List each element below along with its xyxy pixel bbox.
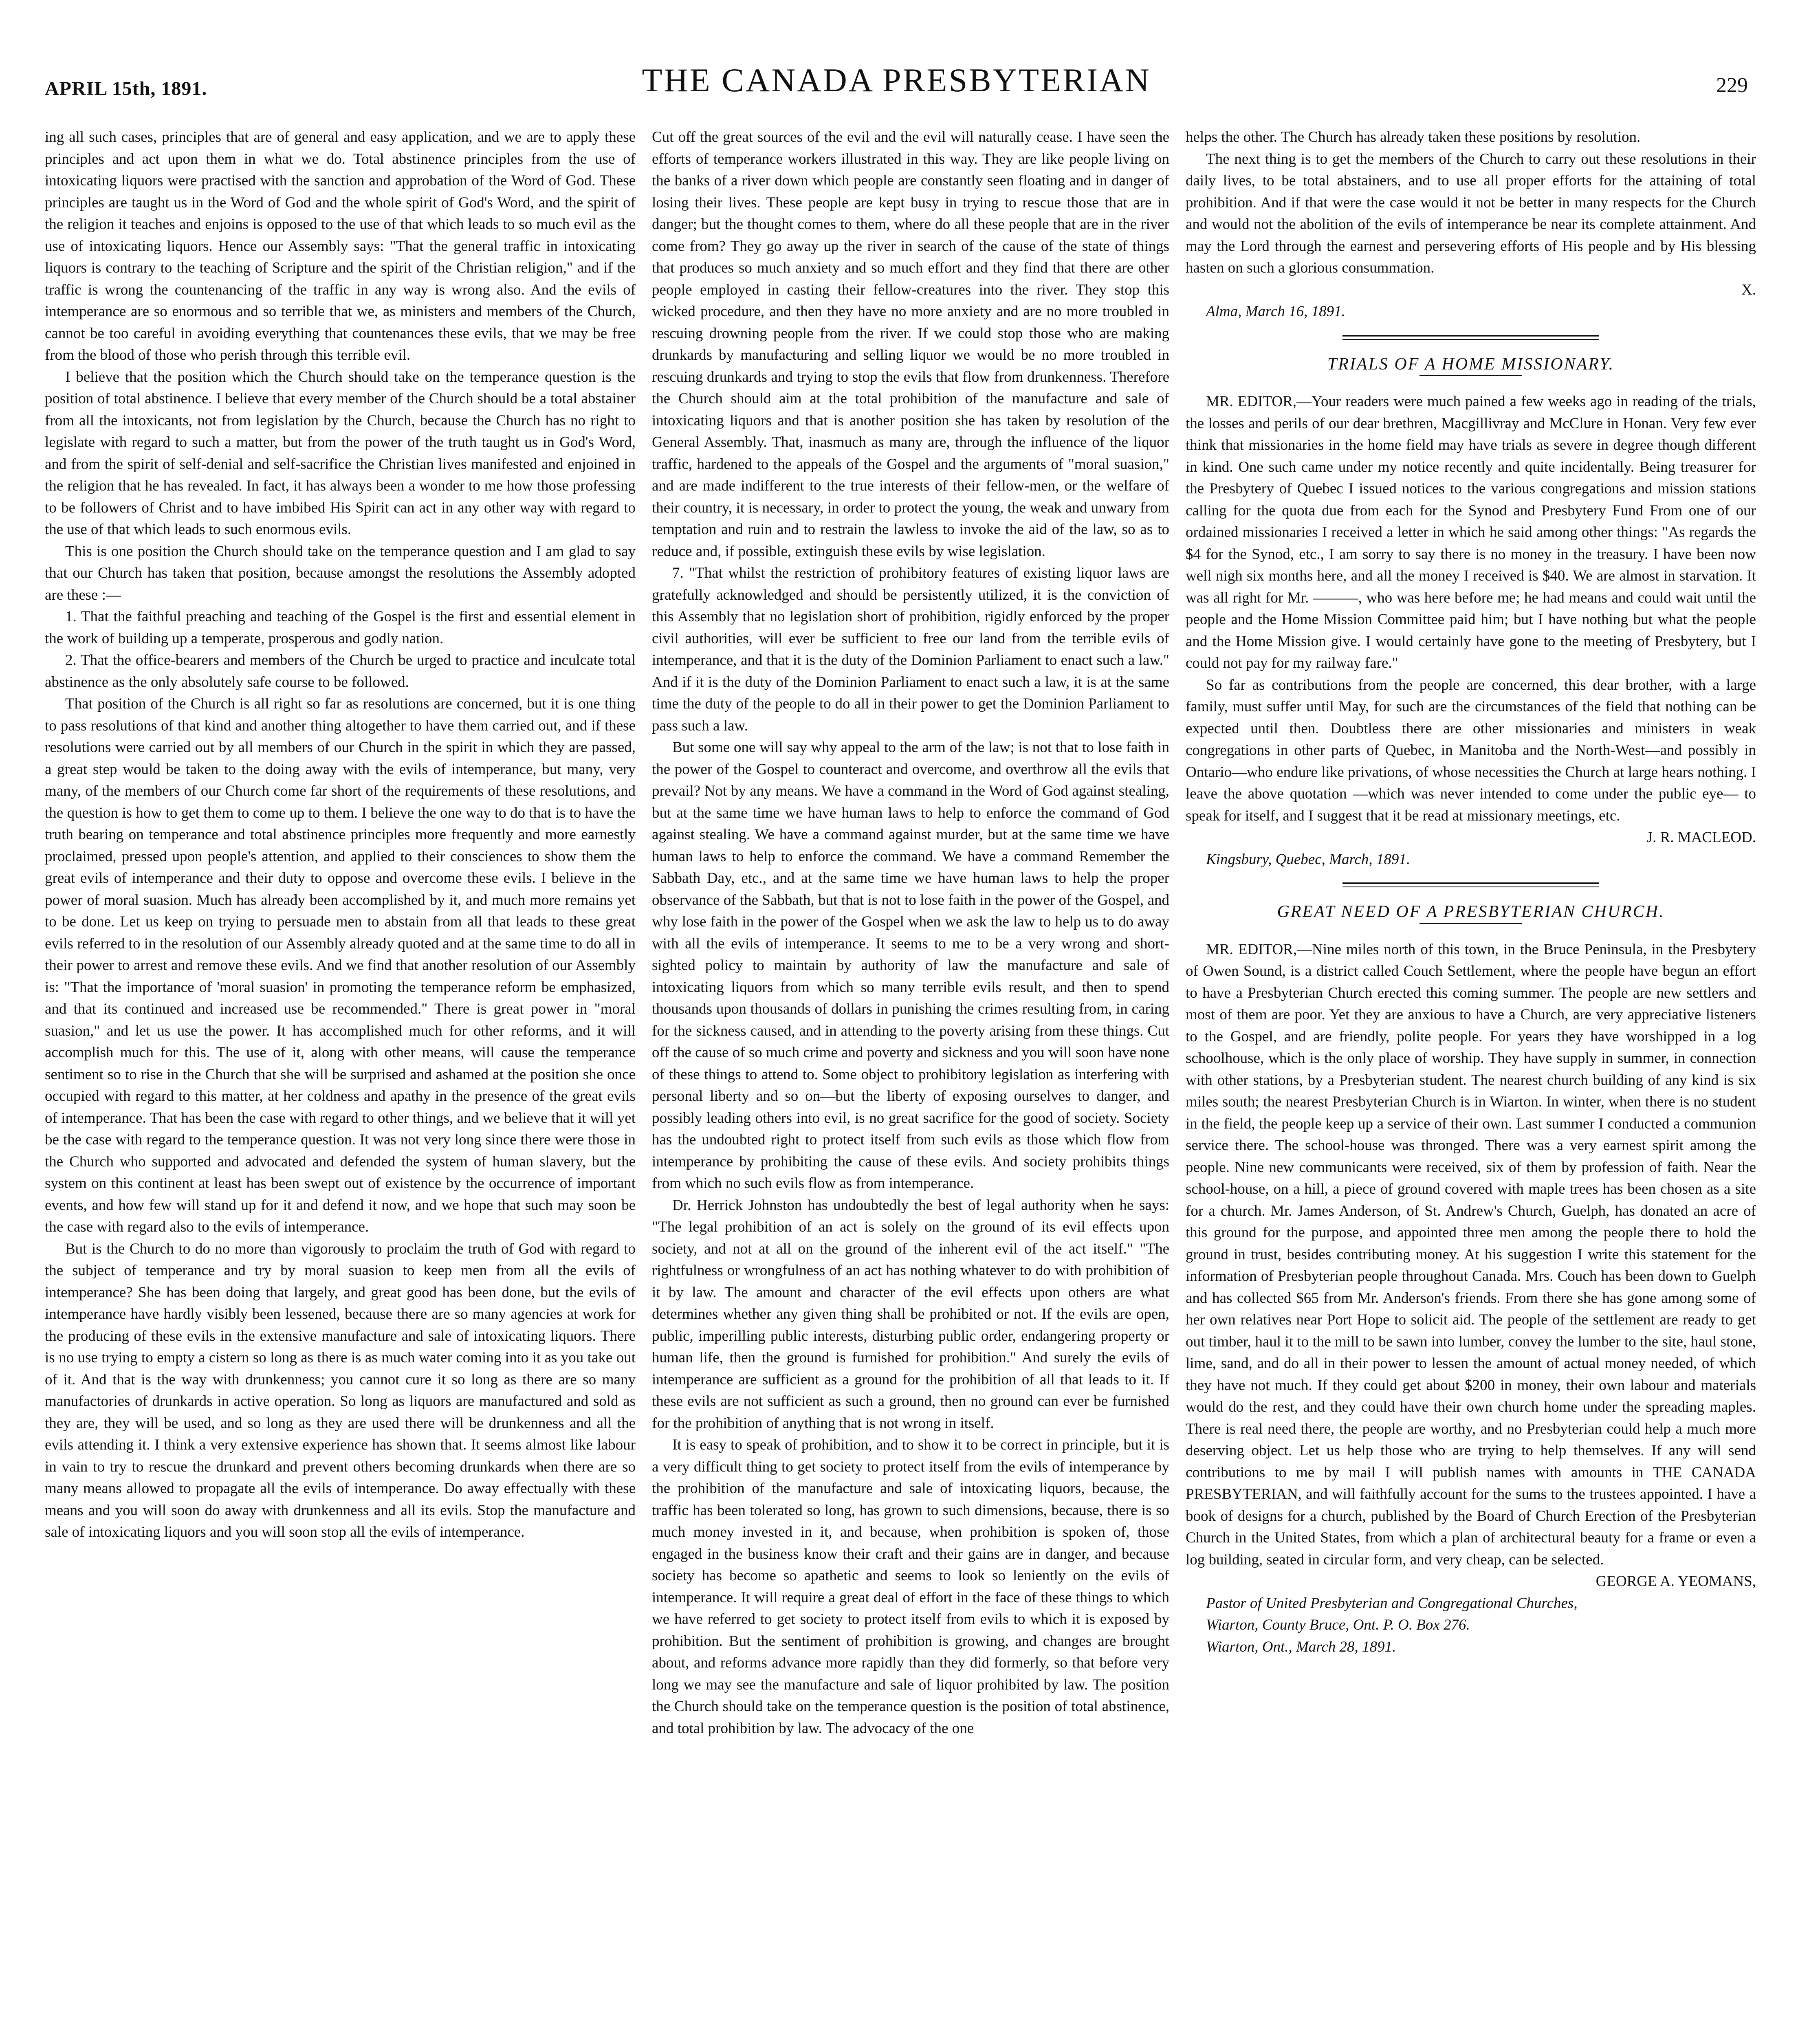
resolution-item: 1. That the faithful preaching and teaching of the Gospel is the first and essential element in the work of building up a temperate, prosperous and godly nation. <box>45 608 636 647</box>
dateline: Wiarton, Ont., March 28, 1891. <box>1206 1638 1396 1655</box>
paragraph <box>1186 939 1756 1571</box>
signature: J. R. MACLEOD. <box>1646 829 1756 846</box>
paragraph-text: —Your readers were much pained a few weeks ago in reading of the trials, the losses and perils of our dear brethren, Macgillivray and McClure in Honan. Very few ever think that missionaries in the home field may have trials as severe in degree though different in kind. One such came under my notice recently and quite incidentally. Being treasurer for the Presbytery of Quebec I issued notices to the various congregations and mission stations calling for the quota due from each for the Synod and Presbytery Fund From one of our ordained missionaries I received a letter in which he said among other things: "As regards the $4 for the Synod, etc., I am sorry to say there is no money in the treasury. I have been now well nigh six months here, and all the money I received is $40. We are almost in starvation. It was all right for Mr. ———, who was here before me; he had means and could wait until the people and the Home Mission Committee paid him; but I have nothing but what the people and the Home Mission give. I would certainly have gone to the meeting of Presbytery, but I could not pay for my railway fare." <box>1186 393 1756 671</box>
paragraph: But is the Church to do no more than vigorously to proclaim the truth of God with regard to the subject of temperance and try by moral suasion to keep men from all the evils of intemperance? She has been doing that largely, and great good has been done, but the evils of intemperance have hardly visibly been lessened, because there are so many agencies at work for the producing of these evils in the extensive manufacture and sale of intoxicating liquors. There is no use trying to empty a cistern so long as there is as much water coming into it as you take out of it. And that is the way with drunkenness; you cannot cure it so long as there are so many manufactories of drunkards in active operation. So long as liquors are manufactured and sold as they are, they will be used, and so long as they are used there will be drunkenness and all the evils attending it. I think a very extensive experience has shown that. It seems almost like labour in vain to try to rescue the drunkard and prevent others becoming drunkards when there are so many means allowed to propagate all the evils of intemperance. Do away effectually with these means and you will soon do away with drunkenness and all its evils. Stop the manufacture and sale of intoxicating liquors and you will soon stop all the evils of intemperance. <box>45 1240 636 1540</box>
salutation: MR. EDITOR, <box>1206 393 1297 410</box>
dateline: Kingsbury, Quebec, March, 1891. <box>1206 851 1411 868</box>
paragraph: Cut off the great sources of the evil and the evil will naturally cease. I have seen the efforts of temperance workers illustrated in this way. They are like people living on the banks of a river down which people are constantly seen floating and in danger of losing their lives. These people are kept busy in trying to rescue those that are in danger; but the thought comes to them, where do all these people that are in the river come from? They go away up the river in search of the cause of the state of things that produces so much anxiety and so much effort and they find that there are other people employed in casting their fellow-creatures into the river. They stop this wicked procedure, and then they have no more anxiety and are no more troubled in rescuing drowning people from the river. If we could stop those who are making drunkards by manufacturing and selling liquor we would be no more troubled in rescuing drunkards and trying to stop the evils that flow from drunkenness. Therefore the Church should aim at the total prohibition of the manufacture and sale of intoxicating liquors and that is another position she has taken by resolution of the General Assembly. That, inasmuch as many are, through the influence of the liquor traffic, hardened to the appeals of the Gospel and the arguments of "moral suasion," and are made indifferent to the true interests of their fellow-men, or the welfare of their country, it is necessary, in order to protect the young, the weak and unwary from temptation and ruin and to restrain the lawless to invoke the aid of the law, so as to reduce and, if possible, extinguish these evils by wise legislation. <box>652 129 1169 560</box>
page-number: 229 <box>1716 74 1748 97</box>
heading-rule <box>1419 375 1522 376</box>
signature: X. <box>1741 281 1756 298</box>
heading-rule <box>1419 923 1522 924</box>
salutation: MR. EDITOR, <box>1206 941 1297 958</box>
paragraph: The next thing is to get the members of the Church to carry out these resolutions in their daily lives, to be total abstainers, and to use all proper efforts for the attaining of total prohibition. And if that were the case would it not be better in many respects for the Church and would not the abolition of the evils of intemperance be near its complete attainment. And may the Lord through the earnest and persevering efforts of His people and by His blessing hasten on such a glorious consummation. <box>1186 150 1756 276</box>
paragraph: Dr. Herrick Johnston has undoubtedly the best of legal authority when he says: "The legal prohibition of an act is solely on the ground of its evil effects upon society, and not at all on the ground of the inherent evil of the act itself." "The rightfulness or wrongfulness of an act has nothing whatever to do with prohibition of it by law. The amount and character of the evil effects upon others are what determines whether any given thing shall be prohibited or not. If the evils are open, public, imperilling public interests, disturbing public order, endangering property or human life, then the ground is furnished for prohibition." And surely the evils of intemperance are sufficient as a ground for the prohibition of all that leads to it. If these evils are not sufficient as such a ground, then no ground can ever be furnished for the prohibition of anything that is not wrong in itself. <box>652 1197 1169 1432</box>
signature: GEORGE A. YEOMANS, <box>1596 1573 1756 1590</box>
paragraph: 7. "That whilst the restriction of prohibitory features of existing liquor laws are gratefully acknowledged and should be persistently utilized, it is the conviction of this Assembly that no legislation short of prohibition, rigidly enforced by the proper civil authorities, will ever be sufficient to free our land from the terrible evils of intemperance, and that it is the duty of the Dominion Parliament to enact such a law." And if it is the duty of the Dominion Parliament to enact such a law, it is at the same time the duty of the people to do all in their power to get the Dominion Parliament to pass such a law. <box>652 565 1169 734</box>
dateline: Alma, March 16, 1891. <box>1206 303 1345 320</box>
signature-title: Pastor of United Presbyterian and Congregational Churches, <box>1206 1595 1578 1612</box>
paragraph-text: —Nine miles north of this town, in the Bruce Peninsula, in the Presbytery of Owen Sound, is a district called Couch Settlement, where the people have begun an effort to have a Presbyterian Church erected this coming summer. The people are new settlers and most of them are poor. Yet they are anxious to have a Church, are very appreciative listeners to the Gospel, and are friendly, polite people. For years they have worshipped in a log schoolhouse, which is the only place of worship. They have supply in summer, in connection with other stations, by a Presbyterian student. The nearest church building of any kind is six miles south; the nearest Presbyterian Church is in Wiarton. In winter, when there is no student in the field, the people keep up a service of their own. Last summer I conducted a communion service there. The school-house was thronged. There was a very earnest spirit among the people. Nine new communicants were received, six of them by profession of faith. Near the school-house, on a hill, a piece of ground covered with maple trees has been chosen as a site for a church. Mr. James Anderson, of St. Andrew's Church, Guelph, has donated an acre of this ground for the purpose, and appointed three men among the people there to hold the ground in trust, besides contributing money. At his suggestion I write this statement for the information of Presbyterian people throughout Canada. Mrs. Couch has been down to Guelph and has collected $65 from Mr. Anderson's friends. From there she has gone among some of her own relatives near Port Hope to solicit aid. The people of the settlement are ready to get out timber, haul it to the mill to be sawn into lumber, convey the lumber to the site, haul stone, lime, sand, and do all in their power to lessen the amount of actual money needed, of which they have not much. If they could get about $200 in money, their own labour and materials would do the rest, and they could have their own church home under the spreading maples. There is real need there, the people are worthy, and no Presbyterian could help a much more deserving object. Let us help those who are trying to help themselves. If any will send contributions to me by mail I will publish names with amounts in THE CANADA PRESBYTERIAN, and will faithfully account for the sums to the trustees appointed. I have a book of designs for a church, published by the Board of Church Erection of the Presbyterian Church in the United States, from which a plan of architectural beauty for a frame or even a log building, seated in circular form, and very cheap, can be selected. <box>1186 941 1756 1568</box>
issue-date: APRIL 15th, 1891. <box>45 78 207 99</box>
paragraph: I believe that the position which the Church should take on the temperance question is the position of total abstinence. I believe that every member of the Church should be a total abstainer from all the intoxicants, not from legislation by the Church, because the Church has no right to legislate with regard to such a matter, but from the power of the truth taught us in God's Word, and from the spirit of self-denial and self-sacrifice the Christian lives manifested and enjoined in the religion that he has revealed. In fact, it has always been a wonder to me how those professing to be followers of Christ and to have imbibed His Spirit can act in any other way with regard to the use of that which leads to such enormous evils. <box>45 368 636 538</box>
article-heading: GREAT NEED OF A PRESBYTERIAN CHURCH. <box>1277 902 1665 921</box>
newspaper-title: THE CANADA PRESBYTERIAN <box>642 62 1151 99</box>
paragraph: But some one will say why appeal to the arm of the law; is not that to lose faith in the power of the Gospel to counteract and overcome, and overthrow all the evils that prevail? Not by any means. We have a command in the Word of God against stealing, but at the same time we have human laws to help to enforce the command of God against stealing. We have a command against murder, but at the same time we have human laws to help to enforce the command. We have a command Remember the Sabbath Day, etc., and at the same time we have human laws to help the proper observance of the Sabbath, but that is not to lose faith in the power of the Gospel, and why lose faith in the power of the Gospel when we ask the law to help us to do away with all the evils of intemperance. It seems to me to be a very wrong and short-sighted policy to maintain by authority of law the manufacture and sale of intoxicating liquors from which so many terrible evils result, and then to spend thousands upon thousands of dollars in punishing the crimes resulting from, in caring for the sickness caused, and in attending to the poverty arising from these things. Cut off the cause of so much crime and poverty and sickness and you will soon have none of these things to attend to. Some object to prohibitory legislation as interfering with personal liberty and so on—but the liberty of exposing ourselves to danger, and possibly leading others into evil, is no great sacrifice for the good of society. Society has the undoubted right to protect itself from such evils as those which flow from intemperance by prohibiting the cause of these evils. And society prohibits things from which no such evils flow as from intemperance. <box>652 739 1169 1192</box>
paragraph: helps the other. The Church has already taken these positions by resolution. <box>1186 129 1641 145</box>
resolution-item: 2. That the office-bearers and members of the Church be urged to practice and inculcate total abstinence as the only absolutely safe course to be followed. <box>45 652 636 691</box>
column-2 <box>652 126 1169 2037</box>
paragraph: That position of the Church is all right so far as resolutions are concerned, but it is one thing to pass resolutions of that kind and another thing altogether to have them carried out, and if these resolutions were carried out by all members of our Church in the spirit in which they are passed, a great step would be taken to the doing away with the evils of intemperance, but many, very many, of the members of our Church come far short of the requirements of these resolutions, and the question is how to get them to come up to them. I believe the one way to do that is to have the truth bearing on temperance and total abstinence principles more frequently and more earnestly proclaimed, pressed upon people's attention, and applied to their consciences to show them the great evils of intemperance and their duty to oppose and overcome these evils. I believe in the power of moral suasion. Much has already been accomplished by it, and much more remains yet to be done. Let us keep on trying to persuade men to abstain from all that leads to these great evils referred to in the resolution of our Assembly already quoted and at the same time to do all in their power to arrest and remove these evils. And we find that another resolution of our Assembly is: "That the importance of 'moral suasion' in promoting the temperance reform be emphasized, and that its continued and increased use be recommended." There is great power in "moral suasion," and let us use the power. It has accomplished much for other reforms, and it will accomplish much for this. The use of it, along with other means, will cause the temperance sentiment so to rise in the Church that she will be surprised and ashamed at the position she once occupied with regard to this matter, at her coldness and apathy in the presence of the great evils of intemperance. That has been the case with regard to other things, and we believe that it will yet be the case with regard to the temperance question. It was not very long since there were those in the Church who supported and advocated and defended the system of human slavery, but the system on this continent at least has been swept out of existence by the occurrence of important events, and how few will stand up for it and defend it now, and we hope that such may soon be the case with regard also to the evils of intemperance. <box>45 695 636 1235</box>
masthead <box>45 61 1748 110</box>
signature-address: Wiarton, County Bruce, Ont. P. O. Box 276. <box>1206 1617 1470 1633</box>
paragraph: It is easy to speak of prohibition, and to show it to be correct in principle, but it is a very difficult thing to get society to protect itself from the evils of intemperance by the prohibition of the manufacture and sale of intoxicating liquors, because, the traffic has been tolerated so long, has grown to such dimensions, because, there is so much money invested in it, and because, when prohibition is spoken of, those engaged in the business know their craft and their gains are in danger, and because society has become so apathetic and seems to look so leniently on the evils of intemperance. It will require a great deal of effort in the face of these things to which we have referred to get society to protect itself from evils to which it is exposed by prohibition. But the sentiment of prohibition is growing, and changes are brought about, and reforms advance more rapidly than they did formerly, so that before very long we may see the manufacture and sale of liquor prohibited by law. The position the Church should take on the temperance question is the position of total abstinence, and total prohibition by law. The advocacy of the one <box>652 1436 1169 1737</box>
column-1 <box>45 126 636 2037</box>
article-heading: TRIALS OF A HOME MISSIONARY. <box>1327 354 1615 374</box>
section-divider <box>1342 882 1599 887</box>
paragraph: So far as contributions from the people are concerned, this dear brother, with a large family, must suffer until May, for such are the circumstances of the field that nothing can be expected until then. Doubtless there are other missionaries and ministers in weak congregations in other parts of Quebec, in Manitoba and the North-West—and possibly in Ontario—who endure like privations, of whose necessities the Church at large hears nothing. I leave the above quotation —which was never intended to come under the public eye— to speak for itself, and I suggest that it be read at missionary meetings, etc. <box>1186 676 1756 824</box>
paragraph: ing all such cases, principles that are of general and easy application, and we are to apply these principles and act upon them in what we do. Total abstinence principles from the use of intoxicating liquors were practised with the sanction and approbation of the Word of God. These principles are taught us in the Word of God and the whole spirit of God's Word, and the spirit of the religion it teaches and enjoins is opposed to the use of that which leads to so much evil as the use of intoxicating liquors. Hence our Assembly says: "That the general traffic in intoxicating liquors is contrary to the teaching of Scripture and the spirit of the Christian religion," and if the traffic is wrong the countenancing of the traffic in any way is wrong also. And the evils of intemperance are so enormous and so terrible that we, as ministers and members of the Church, cannot be too careful in avoiding everything that countenances these evils, that we may be free from the blood of those who perish through this terrible evil. <box>45 129 636 363</box>
column-3 <box>1186 126 1756 2037</box>
paragraph <box>1186 391 1756 674</box>
section-divider <box>1342 335 1599 340</box>
paragraph: This is one position the Church should take on the temperance question and I am glad to say that our Church has taken that position, because amongst the resolutions the Assembly adopted are these :— <box>45 543 636 603</box>
